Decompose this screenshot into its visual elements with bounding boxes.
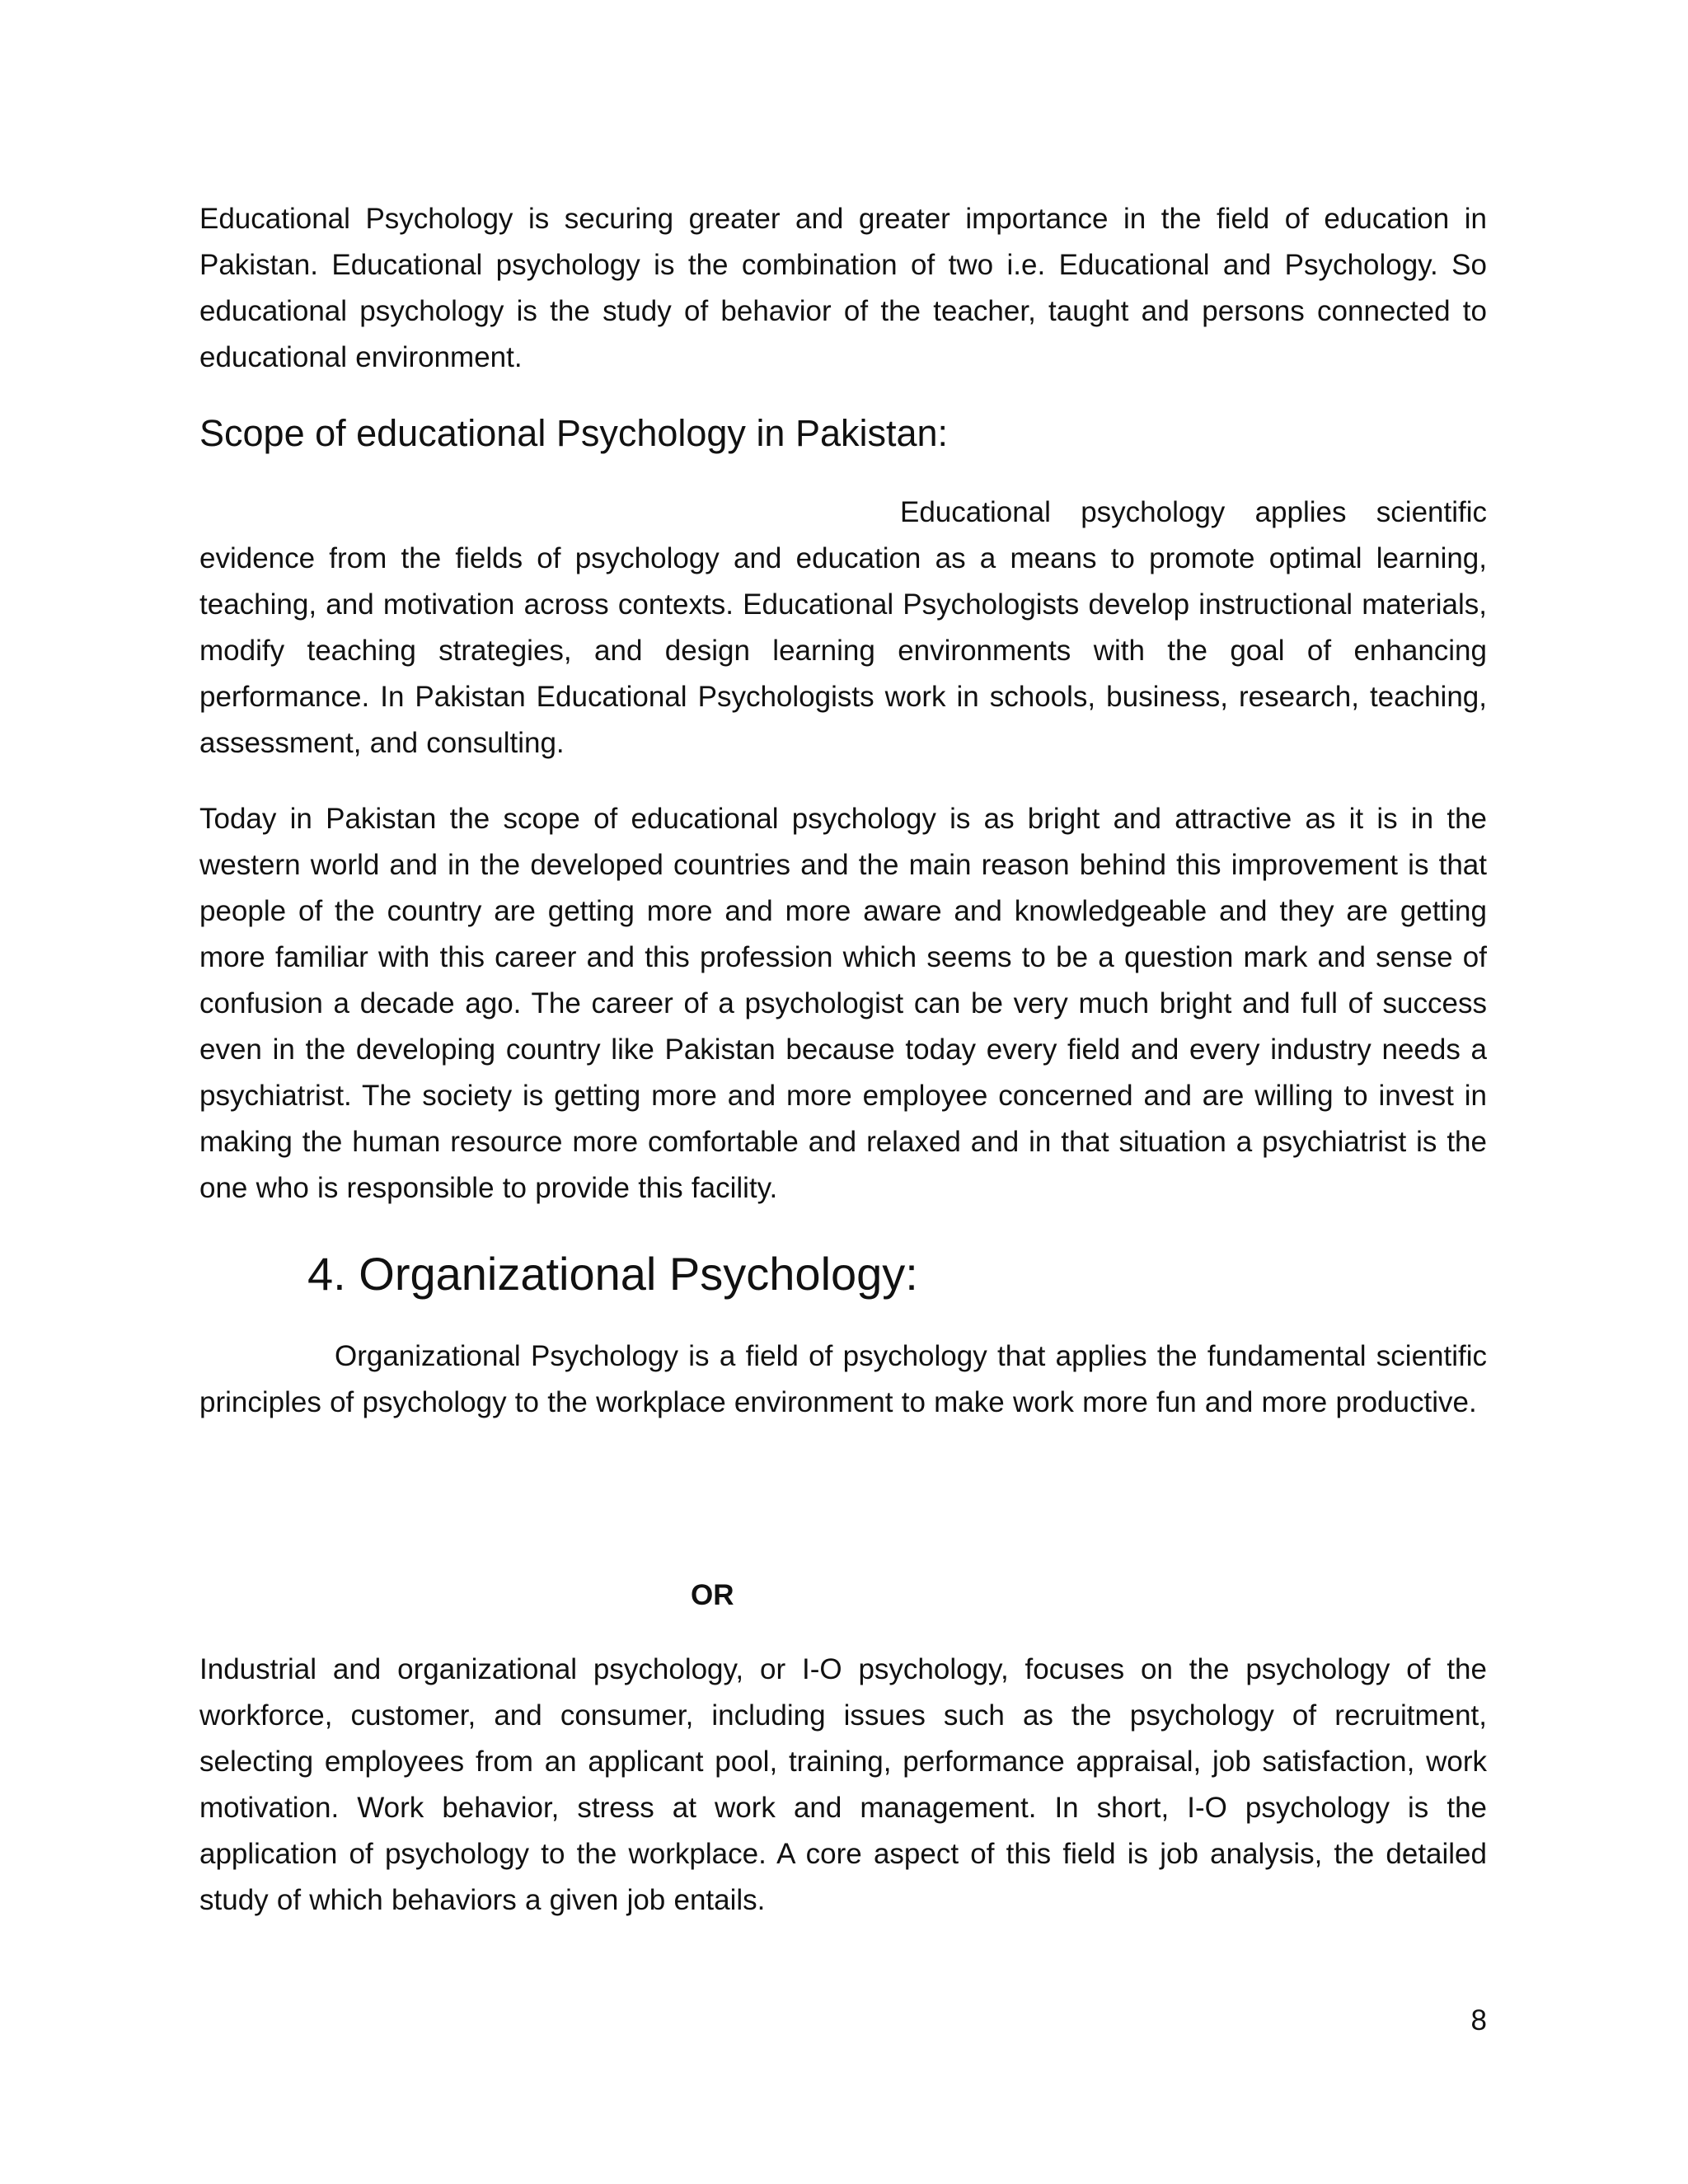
page-number: 8 [1470,2004,1487,2036]
organizational-psychology-heading: 4. Organizational Psychology: [307,1248,918,1300]
or-separator: OR [691,1579,734,1611]
organizational-paragraph-1: Organizational Psychology is a field of psychology that applies the fundamental scientific principles of psychology to the workplace environment to make work more fun and more productive. [199,1340,1487,1418]
organizational-paragraph-2: Industrial and organizational psychology, or I-O psychology, focuses on the psychology of the workforce, customer, and consumer, including issues such as the psychology of recruitment, selecting employees from an applicant pool, training, performance appraisal, job satisfaction, work motivation. Work behavior, stress at work and management. In short, I-O psychology is the application of psychology to the workplace. A core aspect of this field is job analysis, the detailed study of which behaviors a given job entails. [199,1653,1487,1916]
scope-paragraph-2: Today in Pakistan the scope of educational psychology is as bright and attractive as it is in the western world and in the developed countries and the main reason behind this improvement is that people of the country are getting more and more aware and knowledgeable and they are getting more familiar with this career and this profession which seems to be a question mark and sense of confusion a decade ago. The career of a psychologist can be very much bright and full of success even in the developing country like Pakistan because today every field and every industry needs a psychiatrist. The society is getting more and more employee concerned and are willing to invest in making the human resource more comfortable and relaxed and in that situation a psychiatrist is the one who is responsible to provide this facility. [199,803,1487,1204]
scope-heading: Scope of educational Psychology in Pakistan: [199,412,949,454]
intro-paragraph: Educational Psychology is securing greater and greater importance in the field of education in Pakistan. Educational psychology is the combination of two i.e. Educational and Psychology. So educational psychology is the study of behavior of the teacher, taught and persons connected to educational environment. [199,203,1487,373]
scope-paragraph-1: Educational psychology applies scientific evidence from the fields of psychology and education as a means to promote optimal learning, teaching, and motivation across contexts. Educational Psychologists develop instructional materials, modify teaching strategies, and design learning environments with the goal of enhancing performance. In Pakistan Educational Psychologists work in schools, business, research, teaching, assessment, and consulting. [199,496,1487,759]
